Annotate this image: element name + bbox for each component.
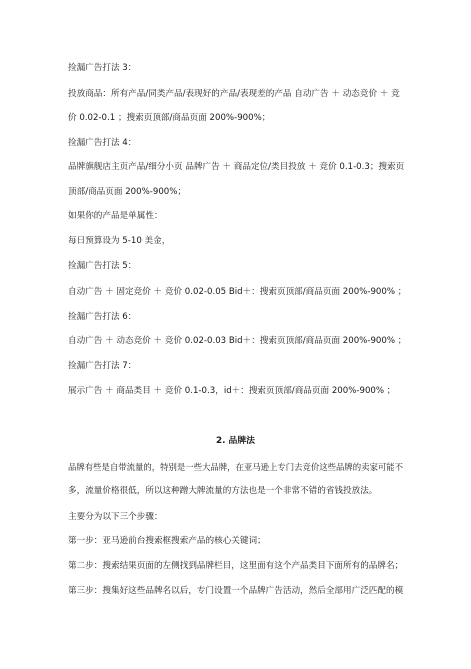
paragraph-line: 第二步：搜索结果页面的左侧找到品牌栏目，这里面有这个产品类目下面所有的品牌名； xyxy=(68,561,404,571)
paragraph-line: 自动广告 ＋ 固定竞价 ＋ 竞价 0.02-0.05 Bid＋：搜索页顶部/商品页面 200%-900% ； xyxy=(68,287,407,297)
paragraph-line: 捡漏广告打法 3： xyxy=(68,63,137,73)
section-heading: 2. 品牌法 xyxy=(216,436,255,446)
paragraph-line: 捡漏广告打法 7： xyxy=(68,361,137,371)
paragraph-line: 如果你的产品是单属性： xyxy=(68,211,163,221)
paragraph-line: 展示广告 ＋ 商品类目 ＋ 竞价 0.1-0.3，id＋：搜索页顶部/商品页面 200%-900% ； xyxy=(68,386,396,396)
paragraph-line: 品牌旗舰店主页产品/细分小页 品牌广告 ＋ 商品定位/类目投放 ＋ 竞价 0.1-0.3；搜索页 xyxy=(68,162,405,172)
paragraph-line: 自动广告 ＋ 动态竞价 ＋ 竞价 0.02-0.03 Bid＋：搜索页顶部/商品页面 200%-900% ； xyxy=(68,336,407,346)
paragraph-line: 顶部/商品页面 200%-900%； xyxy=(68,187,187,197)
paragraph-line: 多，流量价格很低，所以这种蹭大牌流量的方法也是一个非常不错的省钱投放法。 xyxy=(68,486,378,496)
paragraph-line: 品牌有些是自带流量的，特别是一些大品牌，在亚马逊上专门去竞价这些品牌的卖家可能不 xyxy=(68,462,403,472)
paragraph-line: 捡漏广告打法 4： xyxy=(68,138,137,148)
paragraph-line: 捡漏广告打法 5： xyxy=(68,261,137,271)
paragraph-line: 每日预算设为 5-10 美金， xyxy=(68,236,171,246)
paragraph-line: 主要分为以下三个步骤： xyxy=(68,512,163,522)
paragraph-line: 价 0.02-0.1 ；搜索页顶部/商品页面 200%-900%； xyxy=(68,113,271,123)
paragraph-line: 第三步：搜集好这些品牌名以后，专门设置一个品牌广告活动，然后全部用广泛匹配的模 xyxy=(68,586,404,596)
paragraph-line: 第一步：亚马逊前台搜索框搜索产品的核心关键词； xyxy=(68,536,266,546)
paragraph-line: 投放商品：所有产品/同类产品/表现好的产品/表现差的产品 自动广告 ＋ 动态竞价 ＋ 竞 xyxy=(68,89,400,99)
paragraph-line: 捡漏广告打法 6： xyxy=(68,312,137,322)
